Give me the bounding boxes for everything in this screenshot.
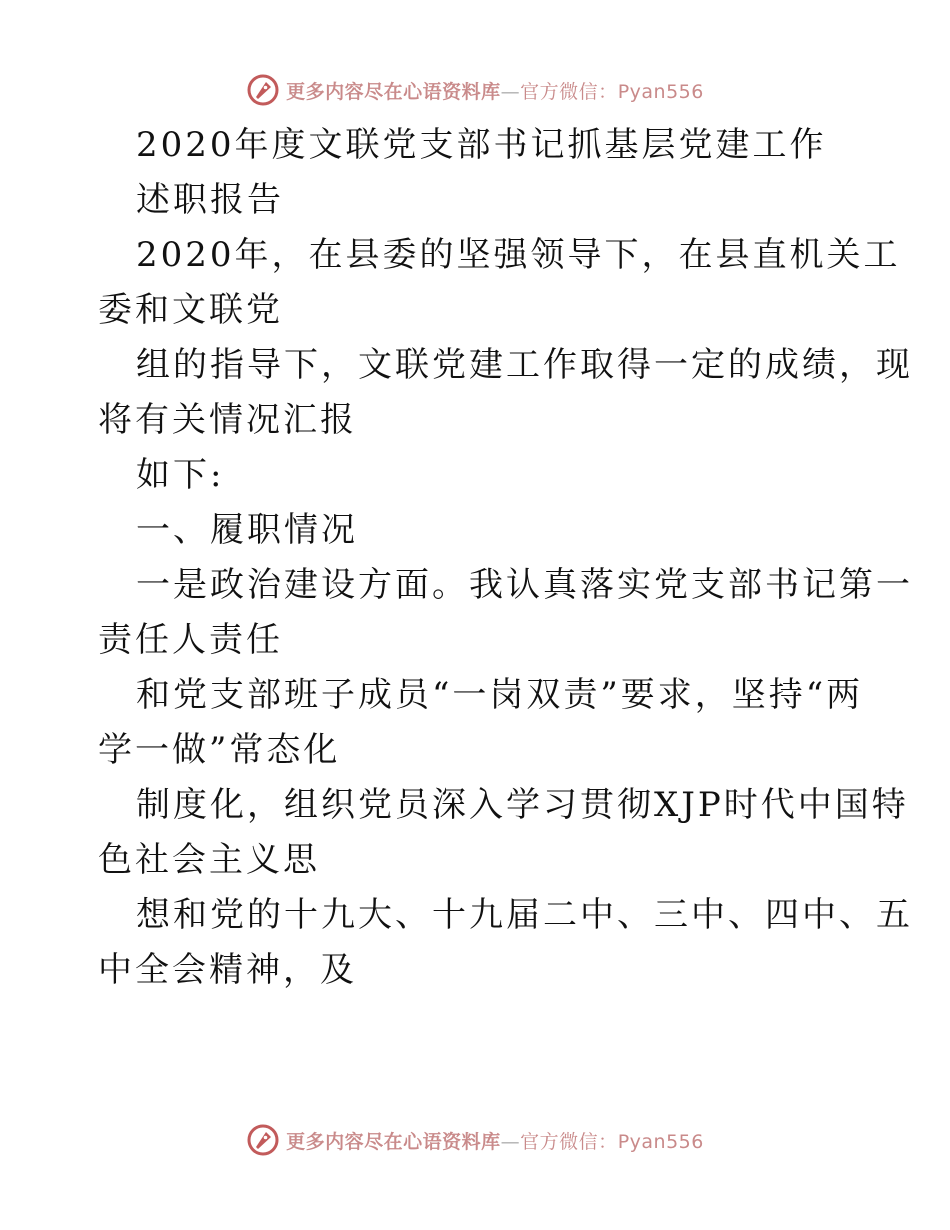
watermark-text — [286, 77, 704, 104]
watermark-brand: 更多内容尽在心语资料库 — [286, 80, 501, 103]
line-text: 制度化，组织党员深入学习贯彻XJP时代中国特 — [136, 785, 909, 825]
document-line — [98, 338, 913, 393]
document-line — [98, 228, 901, 283]
line-text: 中全会精神，及 — [98, 950, 357, 990]
watermark-wechat-id: Pyan556 — [617, 1130, 704, 1153]
document-line — [98, 833, 858, 888]
document-line — [98, 448, 858, 503]
document-line — [98, 723, 858, 778]
document-line — [98, 393, 858, 448]
document-line — [98, 118, 858, 173]
watermark-dash: — — [500, 80, 521, 103]
line-text: 如下: — [136, 455, 225, 495]
document-line — [98, 173, 858, 228]
document-line — [98, 558, 913, 613]
line-text: 组的指导下，文联党建工作取得一定的成绩，现 — [136, 345, 913, 385]
line-text: 学一做”常态化 — [98, 730, 341, 770]
document-line — [98, 668, 864, 723]
line-text: 和党支部班子成员“一岗双责”要求，坚持“两 — [136, 675, 864, 715]
header-watermark — [0, 70, 950, 110]
document-line — [98, 503, 858, 558]
watermark-wechat-id: Pyan556 — [617, 80, 704, 103]
document-line — [98, 888, 913, 943]
watermark-dash: — — [500, 1130, 521, 1153]
document-line — [98, 613, 858, 668]
line-text: 责任人责任 — [98, 620, 283, 660]
watermark-contact: 官方微信： — [520, 1130, 618, 1153]
line-text: 2020年，在县委的坚强领导下，在县直机关工 — [136, 235, 901, 275]
watermark-brand: 更多内容尽在心语资料库 — [286, 1130, 501, 1153]
line-text: 述职报告 — [136, 180, 284, 220]
watermark-contact: 官方微信： — [520, 80, 618, 103]
document-body — [98, 118, 913, 998]
line-text: 2020年度文联党支部书记抓基层党建工作 — [136, 125, 827, 165]
line-text: 一是政治建设方面。我认真落实党支部书记第一 — [136, 565, 913, 605]
line-text: 一、履职情况 — [136, 510, 358, 550]
line-text: 委和文联党 — [98, 290, 283, 330]
pen-nib-logo-icon — [246, 73, 280, 107]
document-line — [98, 943, 858, 998]
line-text: 想和党的十九大、十九届二中、三中、四中、五 — [136, 895, 913, 935]
line-text: 色社会主义思 — [98, 840, 320, 880]
document-line — [98, 778, 909, 833]
pen-nib-logo-icon — [246, 1123, 280, 1157]
watermark-text — [286, 1127, 704, 1154]
footer-watermark — [0, 1120, 950, 1160]
document-line — [98, 283, 858, 338]
line-text: 将有关情况汇报 — [98, 400, 357, 440]
